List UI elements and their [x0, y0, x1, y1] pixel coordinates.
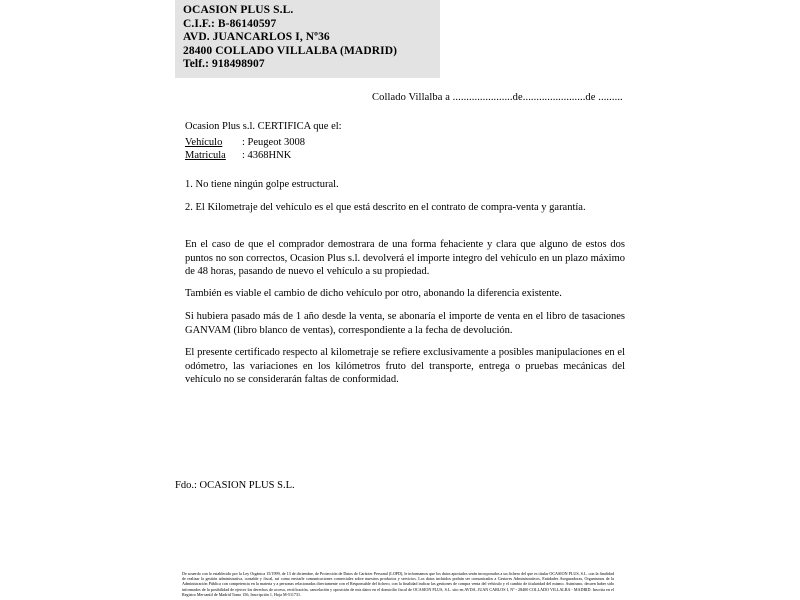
vehicle-row	[185, 136, 305, 149]
paragraph-refund: En el caso de que el comprador demostrara de una forma fehaciente y clara que alguno de estos dos puntos no son correctos, Ocasion Plus s.l. devolverá el importe integro del vehículo en un plazo máximo de 48 horas, pasando de nuevo el vehículo a su propiedad.	[185, 239, 625, 277]
vehicle-value: : Peugeot 3008	[242, 137, 305, 148]
company-address-line2: 28400 COLLADO VILLALBA (MADRID)	[183, 44, 398, 57]
company-name: OCASION PLUS S.L.	[183, 4, 294, 16]
plate-value: : 4368HNK	[242, 150, 292, 161]
point-2: 2. El Kilometraje del vehículo es el que está descrito en el contrato de compra-venta y garantía.	[185, 202, 586, 213]
company-phone: Telf.: 918498907	[183, 58, 265, 70]
certifies-line: Ocasion Plus s.l. CERTIFICA que el:	[185, 121, 342, 132]
company-address-line1: AVD. JUANCARLOS I, Nº36	[183, 31, 330, 43]
plate-label: Matricula	[185, 150, 226, 161]
letterhead-block	[175, 0, 440, 78]
company-cif: C.I.F.: B-86140597	[183, 17, 277, 30]
vehicle-label: Vehículo	[185, 137, 223, 148]
paragraph-odometer: El presente certificado respecto al kilometraje se refiere exclusivamente a posibles manipulaciones en el odómetro, las variaciones en los kilómetros fruto del transporte, entrega o pruebas mecánicas del vehículo no se considerarán faltas de conformidad.	[185, 347, 625, 385]
signature-line: Fdo.: OCASION PLUS S.L.	[175, 480, 295, 491]
place-and-date-line: Collado Villalba a ......................de.......................de .........	[372, 92, 623, 103]
point-1: 1. No tiene ningún golpe estructural.	[185, 179, 339, 190]
paragraph-exchange: También es viable el cambio de dicho vehículo por otro, abonando la diferencia existente.	[185, 288, 562, 299]
paragraph-ganvam: Si hubiera pasado más de 1 año desde la venta, se abonaría el importe de venta en el libro de tasaciones GANVAM (libro blanco de ventas), correspondiente a la fecha de devolución.	[185, 311, 625, 336]
plate-row	[185, 149, 291, 162]
footer-legal-notice: De acuerdo con lo establecido por la Ley Orgánica 15/1999, de 13 de diciembre, de Protección de Datos de Carácter Personal (LOPD), le informamos que los datos aportados serán incorporados a un fichero del que es titular OCASION PLUS, S.L. con la finalidad de realizar la gestión administrativa, contable y fiscal, así como enviarle comunicaciones comerciales sobre nuestros productos y servicios. Los datos incluidos podrán ser comunicados a Gestores Administrativos, Entidades Aseguradoras, Organismos de la Administración Pública con competencia en la materia y a personas relacionadas directamente con el Responsable del fichero, con la finalidad indicar las gestiones de compra venta del vehículo y el cambio de titularidad del mismo. Asimismo, decaen haber sido informados de la posibilidad de ejercer los derechos de acceso, rectificación, cancelación y oposición de mis datos en el domicilio fiscal de OCASION PLUS, S.L. sito en AVDA. JUAN CARLOS I, Nº - 28400 COLLADO VILLALBA - MADRID. Inscrita en el Registro Mercantil de Madrid Tomo 156, Inscripción 1, Hoja M-511731.	[182, 571, 614, 597]
